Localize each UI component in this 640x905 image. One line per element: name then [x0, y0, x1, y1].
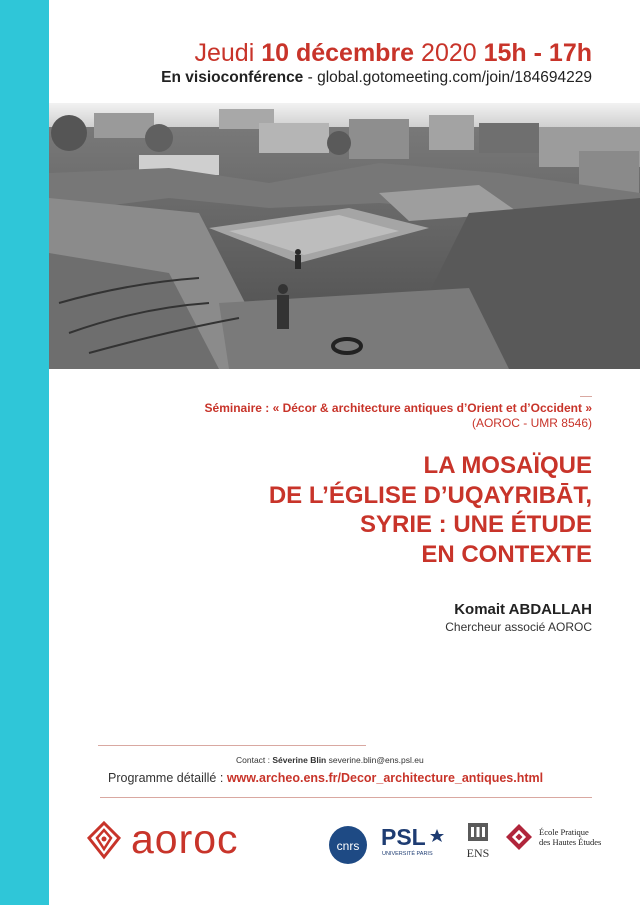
aoroc-logo [85, 816, 239, 862]
speaker-name: Komait ABDALLAH [454, 601, 592, 618]
title-line-1: LA MOSAÏQUE [423, 452, 592, 479]
cnrs-logo [328, 825, 368, 870]
ens-text: ENS [466, 846, 490, 860]
talk-title [269, 451, 592, 569]
seminar-info [205, 401, 592, 431]
contact-name: Séverine Blin [272, 755, 327, 765]
title-line-2: DE L’ÉGLISE D’UQAYRIBĀT, [268, 481, 592, 509]
excavation-photo [49, 103, 640, 369]
event-date [161, 38, 592, 68]
psl-logo [381, 823, 447, 864]
event-mode: En visioconférence [161, 69, 304, 86]
ephe-logo [505, 823, 601, 851]
programme-line [108, 771, 543, 785]
speaker-role: Chercheur associé AOROC [445, 620, 592, 634]
ens-logo [461, 819, 495, 868]
event-day-month: 10 décembre [261, 39, 415, 67]
cnrs-text: cnrs [336, 839, 360, 853]
programme-link[interactable]: www.archeo.ens.fr/Decor_architecture_antiques.html [226, 771, 544, 785]
event-location [161, 68, 592, 88]
speaker-block [445, 600, 592, 635]
event-separator: - [303, 69, 318, 86]
psl-subtitle: UNIVERSITÉ PARIS [382, 851, 433, 857]
ephe-line-2: des Hautes Études [539, 837, 602, 847]
programme-label: Programme détaillé : [108, 771, 227, 785]
event-day: Jeudi [194, 39, 255, 67]
star-icon [430, 829, 444, 842]
divider-footer-top [98, 745, 366, 746]
seminar-name: Séminaire : « Décor & architecture antiques d’Orient et d’Occident » [204, 401, 592, 415]
ephe-line-1: École Pratique [539, 827, 589, 837]
side-color-bar [0, 0, 49, 905]
event-year: 2020 [421, 39, 477, 67]
contact-label: Contact : [236, 755, 273, 765]
aoroc-emblem-icon [85, 820, 123, 860]
title-line-3: SYRIE : UNE ÉTUDE [359, 511, 592, 538]
ephe-emblem-icon [505, 823, 533, 851]
divider-footer-bottom [100, 797, 592, 798]
divider-short-top [580, 396, 592, 397]
title-line-4: EN CONTEXTE [421, 540, 592, 568]
contact-email[interactable]: severine.blin@ens.psl.eu [326, 755, 424, 765]
partner-logos [49, 805, 640, 875]
event-header [161, 38, 592, 88]
aoroc-wordmark: aoroc [131, 816, 239, 862]
meeting-link[interactable]: global.gotomeeting.com/join/184694229 [317, 69, 592, 86]
contact-line [236, 755, 424, 765]
event-time: 15h - 17h [483, 39, 592, 67]
seminar-lab: (AOROC - UMR 8546) [471, 416, 592, 430]
psl-text: PSL [381, 824, 426, 850]
